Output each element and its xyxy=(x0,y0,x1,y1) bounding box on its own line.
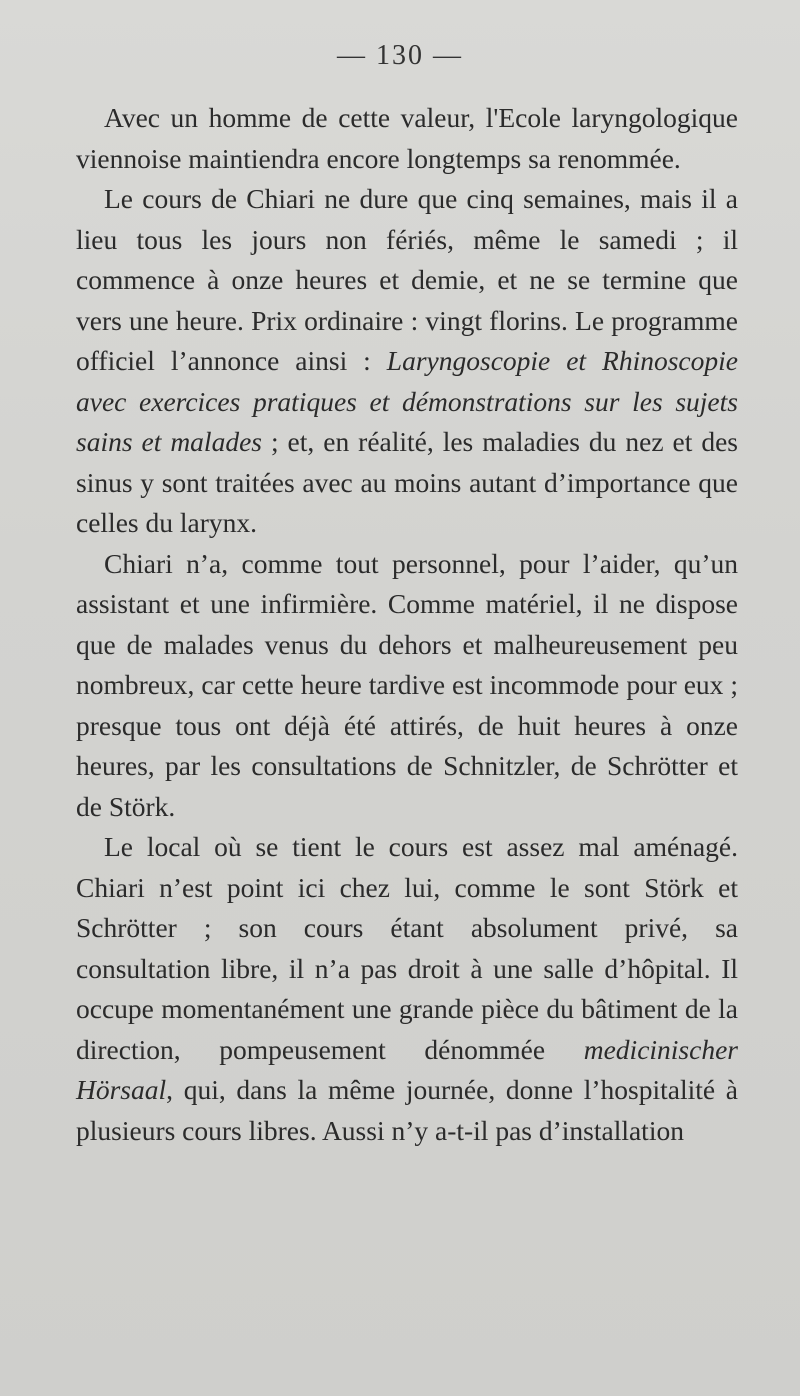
paragraph-text: Chiari n’a, comme tout personnel, pour l’aider, qu’un assistant et une infirmière. Comme matériel, il ne dispose que de malades venus du dehors et malheureusement peu nombreux, car cette heure tardive est incommode pour eux ; presque tous ont déjà été attirés, de huit heures à onze heures, par les consultations de Schnitzler, de Schrötter et de Störk. xyxy=(76,547,738,822)
italic-room-name: medicinischer Hörsaal xyxy=(76,1033,738,1105)
paragraph-text: Le local où se tient le cours est assez mal aménagé. Chiari n’est point ici chez lui, comme le sont Störk et Schrötter ; son cours étant absolument privé, sa consultation libre, il n’a pas droit à une salle d’hôpital. Il occupe momentanément une grande pièce du bâtiment de la direction, pompeusement dénommée xyxy=(76,831,738,1065)
paragraph-text: Le cours de Chiari ne dure que cinq semaines, mais il a lieu tous les jours non fériés, même le samedi ; il commence à onze heures et demie, et ne se termine que vers une heure. Prix ordinaire : vingt florins. Le programme officiel l’annonce ainsi : xyxy=(76,183,738,376)
italic-program-title: Laryngoscopie et Rhinoscopie avec exercices pratiques et démonstrations sur les sujets sains et malades xyxy=(76,345,738,457)
paragraph xyxy=(76,179,738,544)
paragraph-text: Avec un homme de cette valeur, l'Ecole laryngologique viennoise maintiendra encore longtemps sa renommée. xyxy=(76,102,738,174)
paragraph-text: ; et, en réalité, les maladies du nez et des sinus y sont traitées avec au moins autant d’importance que celles du larynx. xyxy=(76,426,738,538)
paragraph xyxy=(76,827,738,1151)
paragraph xyxy=(76,544,738,828)
body-text xyxy=(76,98,738,1151)
paragraph xyxy=(76,98,738,179)
page-number: — 130 — xyxy=(337,40,463,71)
paragraph-text: , qui, dans la même journée, donne l’hospitalité à plusieurs cours libres. Aussi n’y a-t-il pas d’installation xyxy=(76,1074,738,1146)
